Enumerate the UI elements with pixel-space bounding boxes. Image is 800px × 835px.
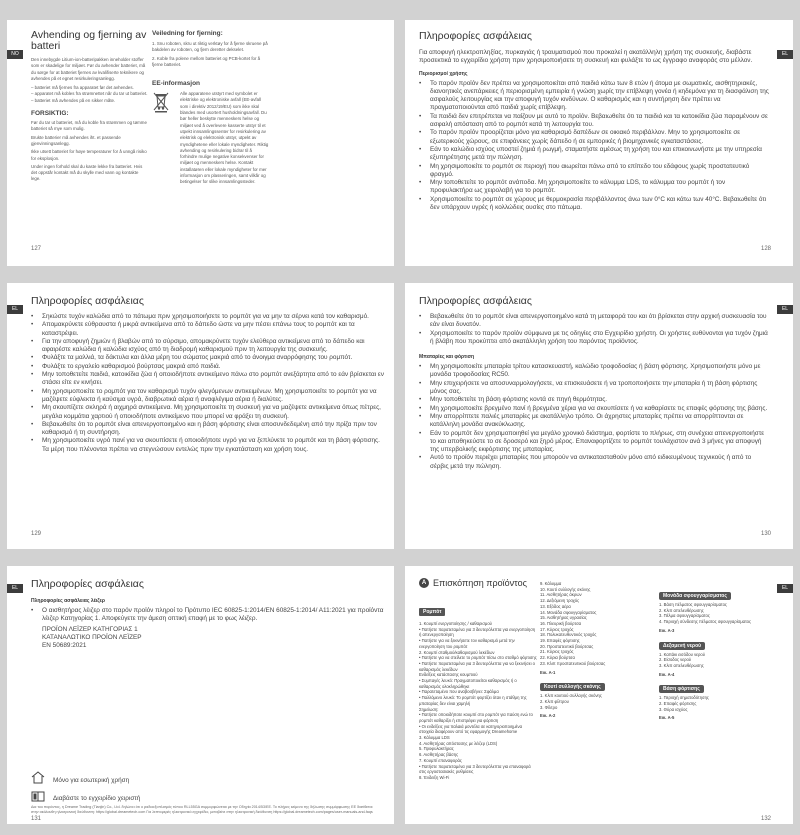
list-item: 1. Καπάκι εισόδου νερού — [659, 651, 706, 657]
page-number: 132 — [760, 816, 771, 822]
list-item: – batteriet må avhendes på en sikker måte. — [31, 97, 116, 103]
list-item: 23. Κλιπ προστατευτικού βούρτσας — [540, 660, 606, 666]
caution-text: Ikke utsett batteriet for høye temperaturer for å unngå risiko for eksplosjon. — [31, 149, 147, 161]
list-item: – apparatet må kobles fra strømnettet når du tar ut batteriet. — [31, 91, 148, 97]
section-heading: Πληροφορίες ασφάλειας λέιζερ — [31, 598, 106, 604]
list-item: • Μη χρησιμοποιείτε υγρό πανί για να σκουπίσετε ή οποιοδήποτε υγρό για να ξεπλύνετε το ρομπότ και τη βάση φόρτισης. Τα μέρη που πλένονται πρέπει να στεγνώσουν εντελώς πριν την εγκατάσταση και χρήση τους. — [31, 437, 386, 454]
removal-step: 1. Snu roboten, skru ut riktig verktøy for å fjerne skruene på bakdelen av roboten, og fjern deretter dekselet. — [152, 41, 268, 53]
removal-step: 2. Koble fra polene mellom batteriet og PCB-kortet for å fjerne batteriet. — [152, 55, 261, 67]
page-129 — [7, 283, 394, 549]
list-item: 4. Αισθητήρας απόστασης με λέιζερ (LDS) — [419, 740, 498, 746]
list-item: 2. Επαφές φόρτισης — [659, 701, 697, 707]
intro-text: Για αποφυγή ηλεκτροπληξίας, πυρκαγιάς ή τραυματισμού που προκαλεί η ακατάλληλη χρήση της συσκευής, διαβάστε προσεκτικά το εγχειρίδιο χρήστη πριν χρησιμοποιήσετε τη συσκευή και φυλάξτε το ως έγγραφο αναφοράς στο μέλλον. — [419, 49, 753, 65]
section-heading: Μπαταρίες και φόρτιση — [419, 354, 475, 361]
list-item: • Συμπαγές λευκό: Πραγματοποιείται καθαρισμός ή ο καθαρισμός ολοκληρώθηκε — [419, 678, 517, 689]
list-item: 20. Προστατευτικό βούρτσας — [540, 643, 594, 649]
language-tab: EL — [7, 305, 23, 314]
list-item: 6. Αισθητήρας βάσης — [419, 752, 459, 758]
list-item: 1. Περιοχή σηματοδότησης — [659, 695, 709, 701]
language-tab: EL — [777, 584, 793, 593]
laser-label-line: ΠΡΟΪΟΝ ΛΕΪΖΕΡ ΚΑΤΗΓΟΡΙΑΣ 1 — [42, 625, 138, 633]
list-item: 17. Κύριος τροχός — [540, 626, 574, 632]
page-title: Πληροφορίες ασφάλειας — [419, 295, 532, 307]
list-item: 19. Επαφές φόρτισης — [540, 638, 580, 644]
page-number: 128 — [760, 246, 771, 252]
page-title: Πληροφορίες ασφάλειας — [31, 295, 144, 307]
list-item: 1. Κλιπ κουτιού συλλογής σκόνης — [540, 693, 602, 699]
list-item: 3. Θύρα ισχύος — [659, 706, 688, 712]
list-item: 9. Κάλυμμα — [540, 581, 562, 586]
list-item: • Σηκώστε τυχόν καλώδια από το πάτωμα πριν χρησιμοποιήσετε το ρομπότ για να μην τα σέρνει κατά τον καθαρισμό. — [31, 313, 386, 321]
list-item: • Ο αισθητήρας λέιζερ στο παρόν προϊόν πληροί το Πρότυπο IEC 60825-1:2014/EN 60825-1:2014/ A11:2021 για προϊόντα λέιζερ Κατηγορίας 1. Αποφεύγετε την άμεση οπτική επαφή με το φως λέιζερ. — [31, 607, 386, 624]
list-item: • Για την αποφυγή ζημιών ή βλαβών από το σύρσιμο, απομακρύνετε τυχόν ελεύθερα αντικείμενα από το δάπεδο και αφαιρέστε καλώδια ή καλώδια ισχύος από τη διαδρομή καθαρισμού πριν τη λειτουργία της συσκευής. — [31, 338, 386, 355]
page-131 — [7, 566, 394, 824]
list-item: 16. Πλευρική βούρτσα — [540, 620, 582, 626]
caution-text: Under ingen forhold skal du kaste lekke fra batteriet. Hvis det oppstår kontakt må du skylle med vann og kontakte lege. — [31, 163, 143, 182]
list-item: • Τα παιδιά δεν επιτρέπεται να παίζουν με αυτό το προϊόν. Βεβαιωθείτε ότι τα παιδιά και τα κατοικίδια ζώα παραμένουν σε ασφαλή απόσταση από το ρομπότ κατά τη λειτουργία του. — [419, 113, 769, 130]
list-item: • Παλλόμενο λευκό: Το ρομπότ φορτίζει όταν η στάθμη της μπαταρίας δεν είναι χαμηλή — [419, 695, 527, 706]
page-title: Πληροφορίες ασφάλειας — [31, 578, 144, 590]
list-item: 3. Κάλυμμα LDS — [419, 735, 450, 741]
language-tab: EL — [777, 305, 793, 314]
ee-text: Alle apparatene utstyrt med symbolet er elektriske og elektroniske avfall (EE-avfall som i direktiv 2012/19/EU) som ikke skal blandes med usortert husholdningsavfall. Du bør heller beskytte menneskers helse og miljøet ved å overlevere kasserte utstyr til et utpekt innsamlingssenter for resirkulering av elektrisk og elektronisk utstyr, utpekt av myndighetene eller lokale myndigheter. Riktig avhending og resirkulering bidrar til å forhindre mulige negative konsekvenser for miljøet og menneskers helse. Kontakt installatøren eller lokale myndigheter for mer informasjon om plasseringen, samt vilkår og betingelser for slike innsamlingssteder. — [180, 91, 269, 185]
mop-module-heading: Μονάδα σφουγγαρίσματος — [659, 592, 731, 600]
list-item: • Το παρόν προϊόν προορίζεται μόνο για καθαρισμό δαπέδων σε οικιακό περιβάλλον. Μην το χρησιμοποιείτε σε εξωτερικούς χώρους, σε επιφάνειες χωρίς δάπεδο ή σε εμπορικές ή βιομηχανικές εγκαταστάσεις. — [419, 129, 769, 146]
list-item: 14. Μονάδα σφουγγαρίσματος — [540, 609, 597, 615]
list-item: Ενδείξεις κατάστασης κουμπιού — [419, 672, 478, 678]
ee-heading: EE-informasjon — [152, 80, 201, 88]
list-item: • Μη χρησιμοποιείτε το ρομπότ για τον καθαρισμό τυχόν φλεγόμενων αντικειμένων. Μη χρησιμοποιείτε το ρομπότ για να μαζέψετε εύφλεκτα ή καύσιμα υγρά, διαβρωτικά αέρια ή αναφλέγιμα αέρια ή διαλύτες. — [31, 388, 386, 405]
list-item: 12. Δεξιόμενη τροχός — [540, 598, 580, 604]
page-number: 127 — [31, 246, 42, 252]
section-marker-badge: A — [419, 578, 429, 588]
list-item: • Παρατεταμένο που αναβοσβήνει: Σφάλμα — [419, 689, 499, 695]
language-tab: EL — [7, 584, 23, 593]
footer-declaration: Δια του παρόντος, η Dreame Trading (Tianjin) Co., Ltd. δηλώνει ότι ο ραδιοεξοπλισμός τύπου RLL55GA συμμορφώνεται με την Οδηγία 2014/53/ΕΕ. Το πλήρες κείμενο της δήλωσης συμμόρφωσης ΕΕ διατίθεται στην ακόλουθη ηλεκτρονική διεύθυνση: https://global.dreametech.com Για λεπτομερές ηλεκτρονικό εγχειρίδιο, μεταβείτε στην ηλεκτρονική διεύθυνση https://global.dreametech.com/pages/user-manuals-and-faqs — [31, 805, 373, 814]
page-132 — [405, 566, 793, 824]
list-item: 3. Κλιπ απελευθέρωσης — [659, 662, 704, 668]
list-item: 2. Κουμπί σταθμού/καθαρισμού λεκέδων — [419, 649, 495, 655]
language-tab: EL — [777, 50, 793, 59]
list-item: 10. Κουτί συλλογής σκόνης — [540, 586, 591, 592]
list-item: • Μη χρησιμοποιείτε το ρομπότ σε περιοχή που αιωρείται πάνω από το επίπεδο του εδάφους χωρίς προστατευτικό φραγμό. — [419, 163, 769, 180]
list-item: • Πατήστε παρατεταμένα για 3 δευτερόλεπτα για επαναφορά στις εργοστασιακές ρυθμίσεις — [419, 763, 531, 775]
figure-ref: Εικ. A-5 — [659, 715, 675, 721]
intro-text: Den innebygde Litium-ion-batteripakken inneholder stoffer som er skadelige for miljøet. Før du avhender batteriet, må du sørge for at batteriet fjernes av kvalifiserte teknikere og avhendes på et egnet resirkuleringsanlegg. — [31, 57, 146, 81]
weee-bin-icon — [152, 91, 174, 185]
list-item: 3. Πέλμα σφουγγαρίσματος — [659, 613, 710, 619]
list-item: • Μην επιχειρήσετε να αποσυναρμολογήσετε, να επισκευάσετε ή να τροποποιήσετε την μπαταρία ή τη βάση φόρτισης μόνος σας. — [419, 380, 771, 397]
list-item: 15. Αισθητήρας υγρασίας — [540, 615, 587, 621]
list-item: • Χρησιμοποιείτε το ρομπότ σε χώρους με θερμοκρασία περιβάλλοντος άνω των 0°C και κάτω των 40°C. Βεβαιωθείτε ότι δεν υπάρχουν υγρές ή κολλώδεις ουσίες στο πάτωμα. — [419, 196, 769, 213]
section-heading: Περιορισμοί χρήσης — [419, 70, 468, 77]
laser-label-line: ΚΑΤΑΝΑΛΩΤΙΚΟ ΠΡΟΪΟΝ ΛΕΪΖΕΡ — [42, 633, 142, 641]
list-item: • Πατήστε παρατεταμένα για 3 δευτερόλεπτα για ενεργοποίηση ή απενεργοποίηση — [419, 626, 536, 638]
house-icon — [31, 771, 45, 789]
list-item: 1. Κουμπί ενεργοποίησης / καθαρισμού — [419, 621, 492, 626]
list-item: 4. Περιοχή σύνδεσης πέλματος σφουγγαρίσματος — [659, 619, 752, 625]
list-item: 2. Κλιπ φίλτρου — [540, 698, 569, 704]
caution-text: Brukte batterier må avhendes iht. et passende gjenvinningsanlegg. — [31, 134, 121, 146]
list-item: • Απομακρύνετε εύθραυστα ή μικρά αντικείμενα από το δάπεδο ώστε να μην πέσει επάνω τους το ρομπότ και τα καταστρέψει. — [31, 321, 386, 338]
list-item: • Μην τοποθετείτε το ρομπότ ανάποδα. Μη χρησιμοποιείτε το κάλυμμα LDS, το κάλυμμα του ρομπότ ή τον προφυλακτήρα ως χειρολαβή για το ρομπότ. — [419, 179, 769, 196]
list-item: • Βεβαιωθείτε ότι το ρομπότ είναι απενεργοποιημένο και η βάση φόρτισης είναι αποσυνδεδεμένη από την πρίζα πριν τον καθαρισμό ή τη συντήρηση. — [31, 421, 386, 438]
water-tank-heading: Δεξαμενή νερού — [659, 642, 705, 650]
page-number: 130 — [760, 531, 771, 537]
list-item: • Πατήστε οποιοδήποτε κουμπί στο ρομπότ για παύση ενώ το ρομπότ καθαρίζει ή επιστρέφει για φόρτιση — [419, 712, 533, 723]
list-item: • Εάν το ρομπότ δεν χρησιμοποιηθεί για μεγάλο χρονικό διάστημα, φορτίστε το πλήρως, στη συνέχεια απενεργοποιήστε το και αποθηκεύστε το σε δροσερό και ξηρό μέρος. Επαναφορτίζετε το ρομπότ τουλάχιστον ανά 3 μήνες για αποφυγή της υπερβολικής εκφόρτισης της μπαταρίας. — [419, 430, 771, 455]
list-item: 5. Προφυλακτήρας — [419, 746, 454, 752]
list-item: • Μη χρησιμοποιείτε μπαταρία τρίτου κατασκευαστή, καλώδιο τροφοδοσίας ή βάση φόρτισης. Χρησιμοποιήστε μόνο με μονάδα τροφοδοσίας RC50. — [419, 363, 771, 380]
list-item: 2. Είσοδος νερού — [659, 657, 692, 663]
page-title: Επισκόπηση προϊόντος — [433, 578, 527, 588]
list-item: • Το παρόν προϊόν δεν πρέπει να χρησιμοποιείται από παιδιά κάτω των 8 ετών ή άτομα με σωματικές, αισθητηριακές, διανοητικές ανεπάρκειες ή περιορισμένη εμπειρία ή γνώση χωρίς την επίβλεψη γονέα ή κηδεμόνα για τη διασφάλιση της ασφαλούς λειτουργίας και την αποφυγή τυχόν κινδύνων. Ο καθαρισμός και η συντήρηση δεν πρέπει να πραγματοποιούνται από παιδιά χωρίς επίβλεψη. — [419, 80, 769, 113]
page-title: Πληροφορίες ασφάλειας — [419, 30, 532, 42]
language-tab: NO — [7, 50, 23, 59]
dust-box-heading: Κουτί συλλογής σκόνης — [540, 683, 605, 691]
charging-base-heading: Βάση φόρτισης — [659, 685, 704, 693]
caution-text: Før du tar ut batteriet, må du koble fra strømmen og tømme batteriet så mye som mulig. — [31, 120, 147, 132]
list-item: Σημείωση: — [419, 706, 439, 712]
list-item: 2. Κλιπ απελευθέρωσης — [659, 607, 704, 613]
page-title: Avhending og fjerning av batteri — [31, 29, 147, 52]
list-item: 1. Βάση πέλματος σφουγγαρίσματος — [659, 602, 727, 607]
figure-ref: Εικ. A-1 — [540, 669, 556, 675]
figure-ref: Εικ. A-2 — [540, 713, 556, 719]
list-item: 22. Κύρια βούρτσα — [540, 655, 575, 661]
list-item: 3. Φίλτρο — [540, 704, 558, 710]
page-130 — [405, 283, 793, 549]
list-item: 8. Ένδειξη Wi-Fi — [419, 774, 450, 780]
list-item: • Πατήστε για να ξεκινήσετε τον καθαρισμό μετά την ενεργοποίηση του ρομπότ — [419, 638, 515, 649]
list-item: • Μην τοποθετείτε τη βάση φόρτισης κοντά σε πηγή θερμότητας. — [419, 396, 771, 404]
page-127 — [7, 20, 394, 266]
robot-heading: Ρομπότ — [419, 608, 445, 616]
list-item: • Αυτό το προϊόν περιέχει μπαταρίες που μπορούν να αντικατασταθούν μόνο από ειδικευμένους τεχνικούς ή από το σέρβις μετά την πώληση. — [419, 454, 771, 471]
list-item: • Μην τοποθετείτε παιδιά, κατοικίδια ζώα ή οποιοδήποτε αντικείμενο πάνω στο ρομπότ ανεξάρτητα από το εάν βρίσκεται εν στάσει είτε εν κινήσει. — [31, 371, 386, 388]
list-item: – batteriet må fjernes fra apparatet før det avhendes. — [31, 85, 134, 91]
page-number: 129 — [31, 531, 42, 537]
list-item: • Φυλάξτε τα μαλλιά, τα δάκτυλα και άλλα μέρη του σώματος μακριά από το άνοιγμα αναρρόφησης του ρομπότ. — [31, 354, 386, 362]
read-manual-text: Διαβάστε το εγχειρίδιο χειριστή — [53, 794, 141, 802]
figure-ref: Εικ. A-3 — [659, 627, 675, 633]
list-item: • Πατήστε παρατεταμένα για 3 δευτερόλεπτα για να ξεκινήσει ο καθαρισμός λεκέδων — [419, 660, 535, 672]
figure-ref: Εικ. A-4 — [659, 671, 675, 677]
caution-heading: FORSIKTIG: — [31, 110, 69, 118]
list-item: 21. Κύριος τροχός — [540, 649, 574, 655]
list-item: • Μη χρησιμοποιείτε βρεγμένο πανί ή βρεγμένα χέρια για να σκουπίσετε ή να καθαρίσετε τις επαφές φόρτισης της βάσης. — [419, 405, 771, 413]
list-item: • Μη σκουπίζετε σκληρά ή αιχμηρά αντικείμενα. Μη χρησιμοποιείτε τη συσκευή για να μαζέψετε αντικείμενα όπως πέτρες, μεγάλα κομμάτια χαρτιού ή οποιοδήποτε αντικείμενο που μπορεί να φράξει τη συσκευή. — [31, 404, 386, 421]
list-item: 11. Αισθητήρας άκρων — [540, 592, 582, 598]
list-item: 7. Κουμπί επαναφοράς — [419, 757, 462, 763]
list-item: 13. Εξόδος αέρα — [540, 603, 571, 609]
list-item: • Χρησιμοποιείτε το παρόν προϊόν σύμφωνα με τις οδηγίες στο Εγχειρίδιο χρήστη. Οι χρήστες ευθύνονται για τυχόν ζημιά ή βλάβη που προκύπτει από ακατάλληλη χρήση του παρόντος προϊόντος. — [419, 330, 771, 347]
indoor-use-text: Μόνο για εσωτερική χρήση — [53, 776, 130, 784]
list-item: • Πατήστε για να στείλετε το ρομπότ πίσω στο σταθμό φόρτισης — [419, 655, 537, 661]
page-number: 131 — [31, 816, 42, 822]
laser-label-line: EN 50689:2021 — [42, 642, 87, 650]
list-item: • Φυλάξτε το εργαλείο καθαρισμού βούρτσας μακριά από παιδιά. — [31, 363, 386, 371]
list-item: • Μην απορρίπτετε παλιές μπαταρίες με ακατάλληλο τρόπο. Οι άχρηστες μπαταρίες πρέπει να απορρίπτονται σε κατάλληλη μονάδα ανακύκλωσης. — [419, 413, 771, 430]
removal-heading: Veiledning for fjerning: — [152, 30, 223, 37]
page-128 — [405, 20, 793, 266]
list-item: • Οι ενδείξεις για παλαιά μοντέλα σε κατηγοριοποιημένα στοιχεία διαφέρουν από τις εφαρμογής Dreamehome — [419, 723, 522, 735]
list-item: • Εάν το καλώδιο ισχύος υποστεί ζημιά ή ρωγμή, σταματήστε αμέσως τη χρήση του και επικοινωνήστε με την υπηρεσία εξυπηρέτησης μετά την πώληση. — [419, 146, 769, 163]
list-item: 18. Πολυκατευθυντικός τροχός — [540, 632, 597, 638]
list-item: • Βεβαιωθείτε ότι το ρομπότ είναι απενεργοποιημένο κατά τη μεταφορά του και ότι βρίσκεται στην αρχική συσκευασία του εάν είναι δυνατόν. — [419, 313, 771, 330]
